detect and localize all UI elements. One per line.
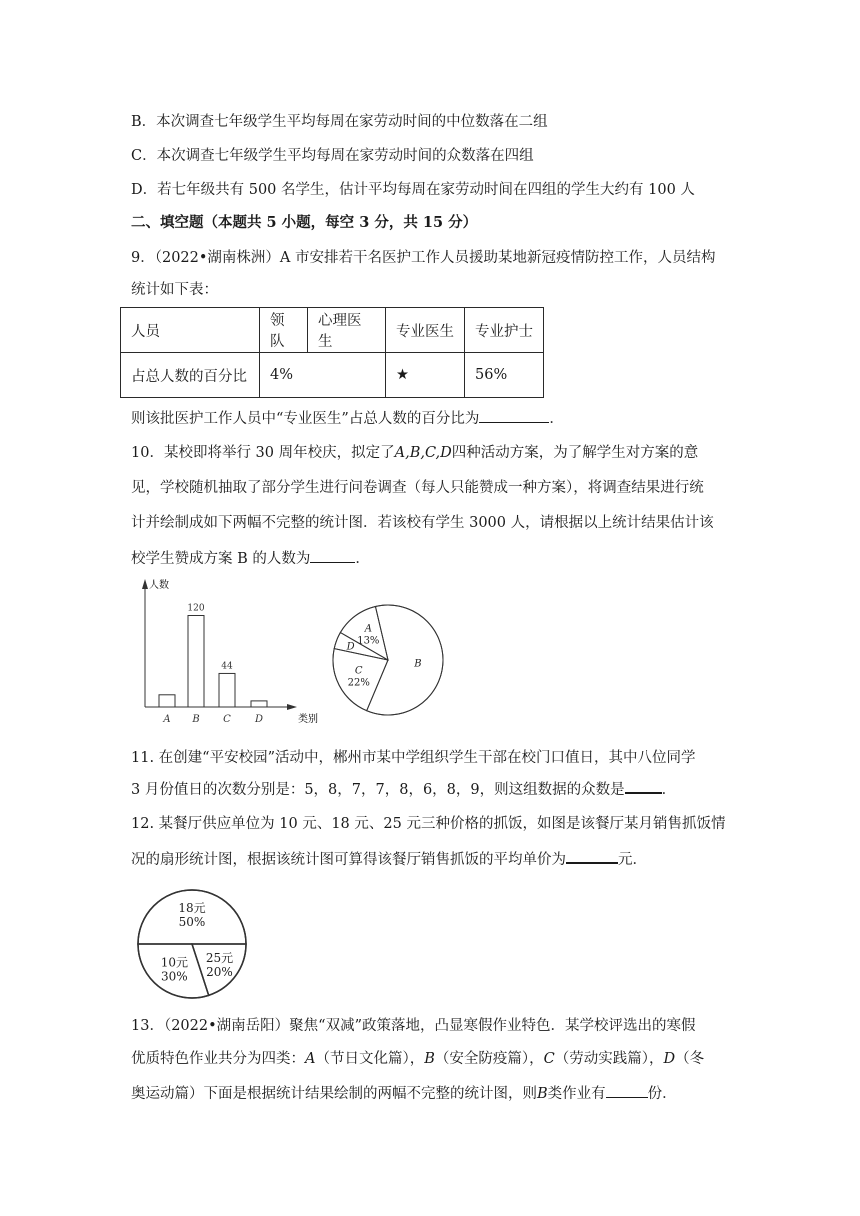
staff-table: [120, 307, 544, 398]
q13-var-c: C: [543, 1051, 555, 1067]
bar-D: [251, 701, 267, 707]
q10-line4-text: 校学生赞成方案 B 的人数为: [131, 551, 311, 567]
table-cell: 占总人数的百分比: [121, 353, 260, 398]
answer-blank[interactable]: [566, 848, 618, 864]
q11-line1: 11. 在创建“平安校园”活动中，郴州市某中学组织学生干部在校门口值日，其中八位同学: [131, 750, 696, 766]
q12-end: 元．: [618, 852, 647, 868]
star-cell: ★: [386, 353, 465, 398]
tick-label-C: C: [223, 714, 231, 725]
table-header-cell: 人员: [121, 308, 260, 353]
q10-line1: [131, 443, 698, 463]
q10-text-a: 10．某校即将举行 30 周年校庆，拟定了: [131, 445, 395, 461]
q10-line4-end: ．: [355, 551, 370, 567]
x-axis-label: 类别: [298, 714, 318, 725]
y-axis-arrow: [142, 579, 148, 589]
bar-C: [219, 673, 235, 707]
table-header-cell: 专业医生: [386, 308, 465, 353]
table-header-cell: 心理医生: [308, 308, 386, 353]
answer-blank[interactable]: [625, 778, 662, 794]
bar-chart: [135, 575, 325, 727]
pie-label-2: D: [346, 641, 355, 653]
q13-var-b: B: [424, 1051, 435, 1067]
table-row: [121, 308, 544, 353]
table-row: [121, 353, 544, 398]
option-b: B．本次调查七年级学生平均每周在家劳动时间的中位数落在二组: [131, 114, 548, 130]
pie-label-3: 18元: [178, 901, 206, 915]
q13-t8: 份．: [647, 1086, 677, 1102]
tick-label-B: B: [192, 714, 200, 725]
q9-line1: 9．（2022•湖南株洲）A 市安排若干名医护工作人员援助某地新冠疫情防控工作，人员结构: [131, 250, 716, 266]
q13-var-d: D: [663, 1051, 676, 1067]
pie-value-1: 20%: [206, 964, 233, 979]
q13-line3: [131, 1083, 677, 1104]
data-label-C: 44: [221, 661, 233, 672]
q13-t6: 奥运动篇）下面是根据统计结果绘制的两幅不完整的统计图，则: [131, 1086, 537, 1102]
pie-label-1: 25元: [205, 950, 234, 965]
q10-line3: 计并绘制成如下两幅不完整的统计图．若该校有学生 3000 人，请根据以上统计结果估计该: [131, 515, 714, 531]
q12-line1: 12. 某餐厅供应单位为 10 元、18 元、25 元三种价格的抓饭，如图是该餐厅某月销售抓饭情: [131, 816, 726, 832]
q13-t4: （劳动实践篇），: [554, 1051, 664, 1067]
option-c: C．本次调查七年级学生平均每周在家劳动时间的众数落在四组: [131, 148, 534, 164]
answer-blank[interactable]: [479, 408, 549, 423]
q13-t7: 类作业有: [547, 1086, 606, 1102]
q13-line2: [131, 1049, 704, 1069]
bar-A: [159, 695, 175, 707]
q12-line2: [131, 848, 647, 870]
q10-vars: A,B,C,D: [394, 445, 452, 461]
q11-text: 3 月份值日的次数分别是：5，8，7，7，8，6，8，9，则这组数据的众数是: [131, 782, 625, 798]
tick-label-D: D: [254, 714, 264, 725]
pie-value-3: 13%: [357, 635, 380, 647]
pie-label-1: C: [354, 665, 363, 677]
table-cell: 4%: [260, 353, 386, 398]
q9-answer-text: 则该批医护工作人员中“专业医生”占总人数的百分比为: [131, 411, 480, 427]
q13-line1: 13．（2022•湖南岳阳）聚焦“双减”政策落地，凸显寒假作业特色．某学校评选出的寒假: [131, 1018, 696, 1034]
option-d: D．若七年级共有 500 名学生，估计平均每周在家劳动时间在四组的学生大约有 100 人: [131, 182, 695, 198]
q13-t5: （冬: [675, 1051, 705, 1067]
q9-line2: 统计如下表：: [131, 282, 218, 298]
pie-label-2: 10元: [160, 955, 189, 970]
x-axis-arrow: [287, 704, 297, 710]
q9-answer-end: ．: [549, 411, 564, 427]
q11-line2: [131, 778, 676, 800]
pie-label-3: A: [364, 623, 372, 635]
q13-var-a: A: [305, 1051, 316, 1067]
pie-value-2: 30%: [161, 969, 188, 984]
tick-label-A: A: [163, 714, 171, 725]
table-header-cell: 专业护士: [465, 308, 544, 353]
q12-text: 况的扇形统计图，根据该统计图可算得该餐厅销售抓饭的平均单价为: [131, 852, 566, 868]
bar-B: [188, 616, 204, 708]
pie-label-4: B: [414, 658, 422, 670]
answer-blank[interactable]: [310, 548, 355, 563]
q10-line4: [131, 548, 370, 569]
pie-chart-q12: [130, 888, 254, 1000]
section-title: 二、填空题（本题共 5 小题，每空 3 分，共 15 分）: [131, 214, 478, 231]
q13-t2: （节日文化篇），: [315, 1051, 425, 1067]
answer-blank[interactable]: [606, 1083, 648, 1098]
table-cell: 56%: [465, 353, 544, 398]
q13-t3: （安全防疫篇），: [434, 1051, 544, 1067]
pie-value-3: 50%: [178, 915, 206, 929]
q10-text-b: 四种活动方案，为了解学生对方案的意: [451, 445, 699, 461]
q9-answer-line: [131, 408, 564, 429]
pie-chart-q10: [332, 600, 444, 720]
q10-line2: 见，学校随机抽取了部分学生进行问卷调查（每人只能赞成一种方案），将调查结果进行统: [131, 480, 704, 496]
pie-value-1: 22%: [347, 677, 370, 689]
table-header-cell: 领队: [260, 308, 308, 353]
q13-t1: 优质特色作业共分为四类：: [131, 1051, 305, 1067]
y-axis-label: 人数: [149, 580, 169, 591]
data-label-B: 120: [187, 603, 205, 614]
q11-end: ．: [661, 782, 677, 798]
q13-var-b2: B: [537, 1086, 548, 1102]
